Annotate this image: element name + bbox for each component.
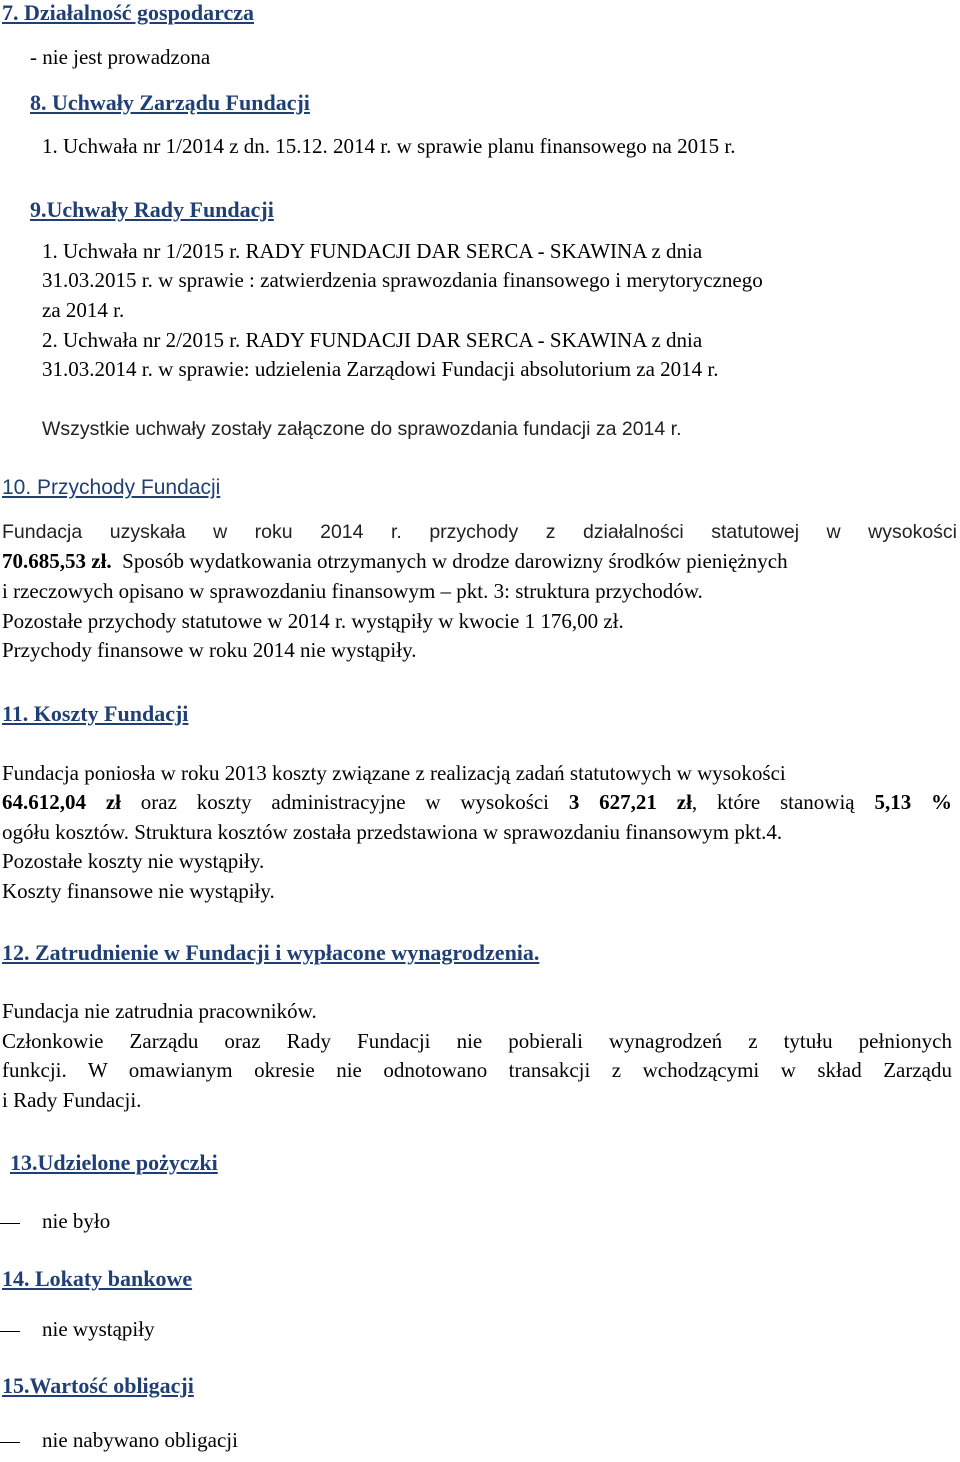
section-10-line-3: i rzeczowych opisano w sprawozdaniu finansowym – pkt. 3: struktura przychodów. bbox=[2, 579, 703, 603]
section-11-line-1: Fundacja poniosła w roku 2013 koszty związane z realizacją zadań statutowych w wysokości bbox=[2, 761, 786, 785]
section-9-note: Wszystkie uchwały zostały załączone do sprawozdania fundacji za 2014 r. bbox=[42, 418, 682, 440]
section-13-heading: 13.Udzielone pożyczki bbox=[10, 1150, 218, 1175]
section-12-line-2: Członkowie Zarządu oraz Rady Fundacji nie pobierali wynagrodzeń z tytułu pełnionych bbox=[2, 1029, 952, 1053]
section-10-line-5: Przychody finansowe w roku 2014 nie wystąpiły. bbox=[2, 638, 417, 662]
section-14-item: nie wystąpiły bbox=[42, 1317, 155, 1341]
admin-costs-amount: 3 627,21 zł bbox=[568, 790, 692, 814]
section-15-item: nie nabywano obligacji bbox=[42, 1428, 238, 1452]
section-10-line-2 bbox=[2, 551, 788, 572]
section-9-line-4: 2. Uchwała nr 2/2015 r. RADY FUNDACJI DAR SERCA - SKAWINA z dnia bbox=[42, 328, 703, 352]
section-8-heading: 8. Uchwały Zarządu Fundacji bbox=[30, 90, 310, 115]
section-10-line-1: Fundacja uzyskała w roku 2014 r. przychody z działalności statutowej w wysokości bbox=[2, 521, 957, 543]
income-amount: 70.685,53 zł. bbox=[2, 549, 112, 573]
section-9-line-5: 31.03.2014 r. w sprawie: udzielenia Zarządowi Fundacji absolutorium za 2014 r. bbox=[42, 357, 719, 381]
section-11-line-3: ogółu kosztów. Struktura kosztów została przedstawiona w sprawozdaniu finansowym pkt.4. bbox=[2, 820, 783, 844]
section-10-line-2-text: Sposób wydatkowania otrzymanych w drodze darowizny środków pieniężnych bbox=[122, 549, 788, 573]
section-11-heading: 11. Koszty Fundacji bbox=[2, 701, 189, 726]
section-11-line-2: 64.612,04 zł oraz koszty administracyjne w wysokości 3 627,21 zł, które stanowią 5,13 % bbox=[2, 790, 953, 814]
section-15-heading: 15.Wartość obligacji bbox=[2, 1373, 194, 1398]
section-9-line-1: 1. Uchwała nr 1/2015 r. RADY FUNDACJI DAR SERCA - SKAWINA z dnia bbox=[42, 239, 703, 263]
section-10-line-4: Pozostałe przychody statutowe w 2014 r. wystąpiły w kwocie 1 176,00 zł. bbox=[2, 609, 624, 633]
section-9-heading: 9.Uchwały Rady Fundacji bbox=[30, 197, 274, 222]
section-11-line-5: Koszty finansowe nie wystąpiły. bbox=[2, 879, 275, 903]
statutory-costs-amount: 64.612,04 zł bbox=[2, 790, 121, 814]
section-7-text: - nie jest prowadzona bbox=[30, 45, 211, 69]
section-11-line-4: Pozostałe koszty nie wystąpiły. bbox=[2, 849, 265, 873]
section-12-line-4: i Rady Fundacji. bbox=[2, 1088, 142, 1112]
section-9-line-3: za 2014 r. bbox=[42, 298, 125, 322]
section-12-line-1: Fundacja nie zatrudnia pracowników. bbox=[2, 999, 317, 1023]
dash-bullet bbox=[0, 1442, 20, 1443]
section-10-heading: 10. Przychody Fundacji bbox=[2, 476, 221, 499]
dash-bullet bbox=[0, 1331, 20, 1332]
section-9-line-2: 31.03.2015 r. w sprawie : zatwierdzenia sprawozdania finansowego i merytorycznego bbox=[42, 268, 763, 292]
section-7-heading: 7. Działalność gospodarcza bbox=[2, 0, 254, 25]
section-8-item-1: 1. Uchwała nr 1/2014 z dn. 15.12. 2014 r. w sprawie planu finansowego na 2015 r. bbox=[42, 134, 736, 158]
section-12-line-3: funkcji. W omawianym okresie nie odnotowano transakcji z wchodzącymi w skład Zarządu bbox=[2, 1058, 952, 1082]
section-14-heading: 14. Lokaty bankowe bbox=[2, 1266, 193, 1291]
section-12-heading: 12. Zatrudnienie w Fundacji i wypłacone wynagrodzenia. bbox=[2, 940, 540, 965]
section-13-item: nie było bbox=[42, 1209, 111, 1233]
dash-bullet bbox=[0, 1223, 20, 1224]
admin-costs-percent: 5,13 % bbox=[874, 790, 953, 814]
